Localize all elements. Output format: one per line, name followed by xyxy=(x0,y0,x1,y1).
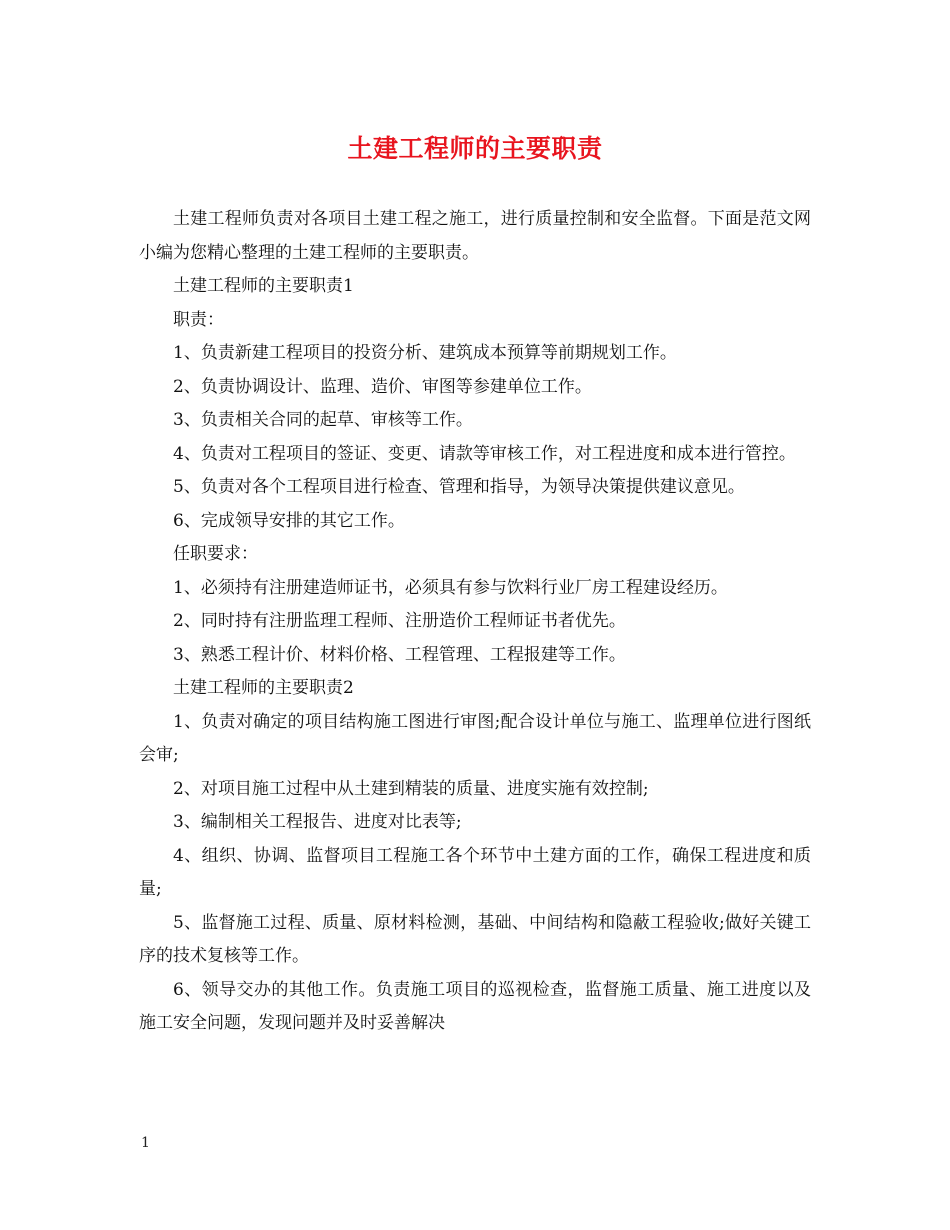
duty-item: 3、编制相关工程报告、进度对比表等; xyxy=(173,812,462,832)
section-heading-2: 土建工程师的主要职责2 xyxy=(173,678,354,698)
document-body xyxy=(139,203,811,1041)
duty-item: 5、负责对各个工程项目进行检查、管理和指导，为领导决策提供建议意见。 xyxy=(173,477,745,497)
requirement-item: 2、同时持有注册监理工程师、注册造价工程师证书者优先。 xyxy=(173,611,626,631)
requirement-item: 3、熟悉工程计价、材料价格、工程管理、工程报建等工作。 xyxy=(173,644,626,665)
requirements-label: 任职要求： xyxy=(173,544,258,564)
duty-item: 4、负责对工程项目的签证、变更、请款等审核工作，对工程进度和成本进行管控。 xyxy=(173,443,796,464)
duty-item: 4、组织、协调、监督项目工程施工各个环节中土建方面的工作，确保工程进度和质量; xyxy=(139,845,811,899)
page-number: 1 xyxy=(141,1135,150,1151)
duty-item: 3、负责相关合同的起草、审核等工作。 xyxy=(173,410,473,430)
section-heading-1: 土建工程师的主要职责1 xyxy=(173,276,354,296)
duty-item: 1、负责新建工程项目的投资分析、建筑成本预算等前期规划工作。 xyxy=(173,343,677,363)
duty-item: 1、负责对确定的项目结构施工图进行审图;配合设计单位与施工、监理单位进行图纸会审; xyxy=(139,711,811,765)
duty-item: 5、监督施工过程、质量、原材料检测，基础、中间结构和隐蔽工程验收;做好关键工序的技术复核等工作。 xyxy=(139,912,811,966)
duty-item: 6、完成领导安排的其它工作。 xyxy=(173,510,405,531)
duty-item: 2、对项目施工过程中从土建到精装的质量、进度实施有效控制; xyxy=(173,778,649,799)
page-title: 土建工程师的主要职责 xyxy=(347,134,603,163)
intro-paragraph: 土建工程师负责对各项目土建工程之施工，进行质量控制和安全监督。下面是范文网小编为您精心整理的土建工程师的主要职责。 xyxy=(139,209,811,263)
requirement-item: 1、必须持有注册建造师证书，必须具有参与饮料行业厂房工程建设经历。 xyxy=(173,577,728,598)
duty-item: 6、领导交办的其他工作。负责施工项目的巡视检查，监督施工质量、施工进度以及施工安全问题，发现问题并及时妥善解决 xyxy=(139,979,811,1033)
duty-item: 2、负责协调设计、监理、造价、审图等参建单位工作。 xyxy=(173,376,592,397)
duties-label: 职责： xyxy=(173,309,224,330)
